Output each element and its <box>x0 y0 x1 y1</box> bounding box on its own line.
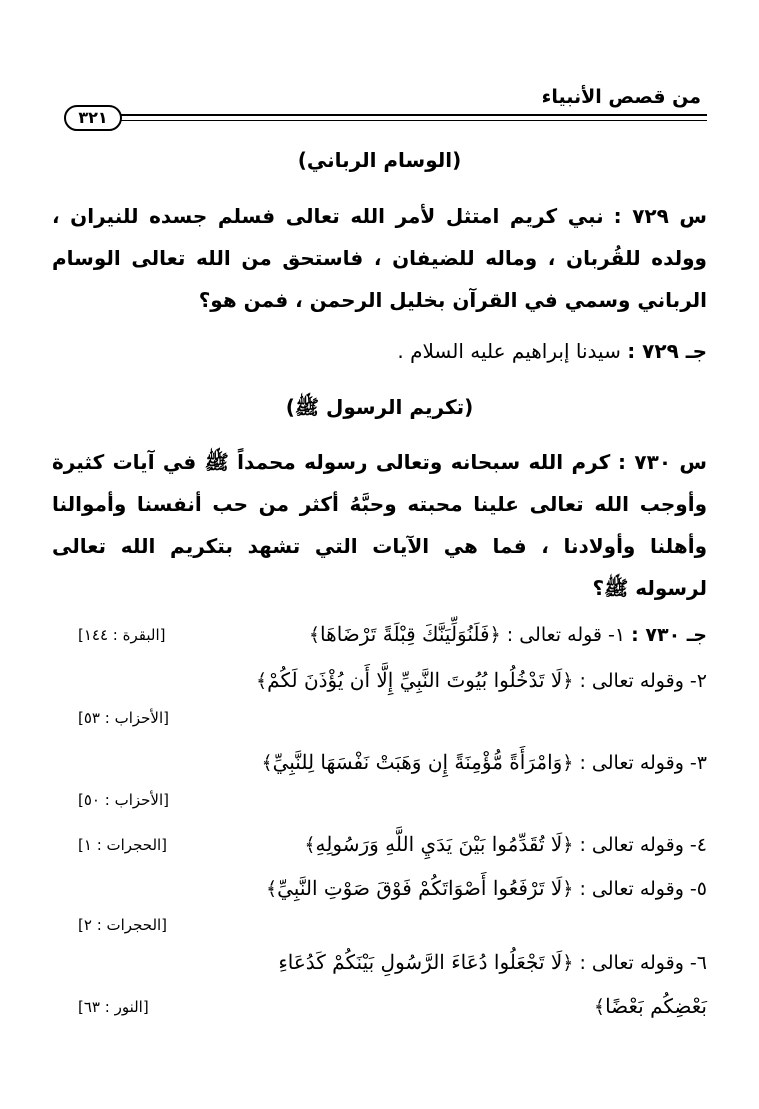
verse-text-continued: بَعْضِكُم بَعْضًا <box>605 994 707 1018</box>
verse-item-4 <box>304 832 707 856</box>
ornate-bracket-close-icon: ﴾ <box>308 624 321 646</box>
verse-prefix: ٥- وقوله تعالى : <box>579 878 707 900</box>
header-rule <box>120 114 707 116</box>
question-label: س ٧٣٠ : <box>618 450 708 474</box>
answer-label: جـ ٧٣٠ : <box>631 624 707 646</box>
verse-item-5 <box>266 876 707 900</box>
verse-text: لَا تُقَدِّمُوا بَيْنَ يَدَيِ اللَّهِ وَرَسُولِهِ <box>315 832 563 856</box>
ornate-bracket-close-icon: ﴾ <box>256 670 268 692</box>
ornate-bracket-open-icon: ﴿ <box>562 752 574 774</box>
answer-label: جـ ٧٢٩ : <box>627 339 707 363</box>
ornate-bracket-open-icon: ﴿ <box>562 834 574 856</box>
verse-prefix: ٦- وقوله تعالى : <box>579 952 707 974</box>
verse-item-2 <box>256 668 707 692</box>
question-label: س ٧٢٩ : <box>613 204 708 228</box>
verse-prefix: ٤- وقوله تعالى : <box>579 834 707 856</box>
question-729 <box>52 195 707 321</box>
verse-text: لَا تَرْفَعُوا أَصْوَاتَكُمْ فَوْقَ صَوْتِ النَّبِيِّ <box>277 876 563 900</box>
verse-item-6 <box>278 950 707 974</box>
verse-prefix: ٢- وقوله تعالى : <box>579 670 707 692</box>
question-730 <box>52 441 707 609</box>
verse-item-6-continued <box>594 994 707 1018</box>
verse-reference: [الأحزاب : ٥٠] <box>78 791 169 809</box>
answer-text: سيدنا إبراهيم عليه السلام . <box>397 339 621 363</box>
answer-729 <box>52 330 707 372</box>
page-number: ٣٢١ <box>64 105 122 131</box>
book-title: من قصص الأنبياء <box>541 86 701 108</box>
verse-reference: [الحجرات : ٢] <box>78 916 168 934</box>
ornate-bracket-close-icon: ﴾ <box>261 752 273 774</box>
verse-reference: [النور : ٦٣] <box>78 998 149 1016</box>
verse-text: فَلَنُوَلِّيَنَّكَ قِبْلَةً تَرْضَاهَا <box>320 622 490 646</box>
header-rule-thin <box>120 120 707 121</box>
verse-reference: [البقرة : ١٤٤] <box>78 626 166 644</box>
question-text: كرم الله سبحانه وتعالى رسوله محمداً ﷺ في آيات كثيرة وأوجب الله تعالى علينا محبته وحبَّهُ أكثر من حب أنفسنا وأموالنا وأهلنا وأولادنا ، فما هي الآيات التي تشهد بتكريم الله تعالى لرسوله ﷺ؟ <box>52 450 707 600</box>
verse-reference: [الأحزاب : ٥٣] <box>78 709 169 727</box>
ornate-bracket-open-icon: ﴿ <box>489 624 501 646</box>
verse-item-3 <box>261 750 707 774</box>
ornate-bracket-open-icon: ﴿ <box>562 670 574 692</box>
ornate-bracket-open-icon: ﴿ <box>562 952 574 974</box>
verse-reference: [الحجرات : ١] <box>78 836 168 854</box>
ornate-bracket-close-icon: ﴾ <box>593 996 606 1018</box>
verse-text: لَا تَدْخُلُوا بُيُوتَ النَّبِيِّ إِلَّا أَن يُؤْذَنَ لَكُمْ <box>267 668 563 692</box>
verse-prefix: ٣- وقوله تعالى : <box>579 752 707 774</box>
question-text: نبي كريم امتثل لأمر الله تعالى فسلم جسده للنيران ، وولده للقُربان ، وماله للضيفان ، فاستحق من الله تعالى الوسام الرباني وسمي في القرآن بخليل الرحمن ، فمن هو؟ <box>52 204 707 312</box>
verse-text: وَامْرَأَةً مُّؤْمِنَةً إِن وَهَبَتْ نَفْسَهَا لِلنَّبِيِّ <box>272 750 563 774</box>
ornate-bracket-close-icon: ﴾ <box>304 834 316 856</box>
section-heading-2: (تكريم الرسول ﷺ) <box>285 395 474 419</box>
verse-item-1 <box>309 622 707 646</box>
ornate-bracket-close-icon: ﴾ <box>265 878 278 900</box>
section-heading-1: (الوسام الرباني) <box>297 148 462 172</box>
ornate-bracket-open-icon: ﴿ <box>562 878 574 900</box>
verse-prefix: ١- قوله تعالى : <box>506 624 626 646</box>
verse-text: لَا تَجْعَلُوا دُعَاءَ الرَّسُولِ بَيْنَكُمْ كَدُعَاءِ <box>278 950 563 974</box>
